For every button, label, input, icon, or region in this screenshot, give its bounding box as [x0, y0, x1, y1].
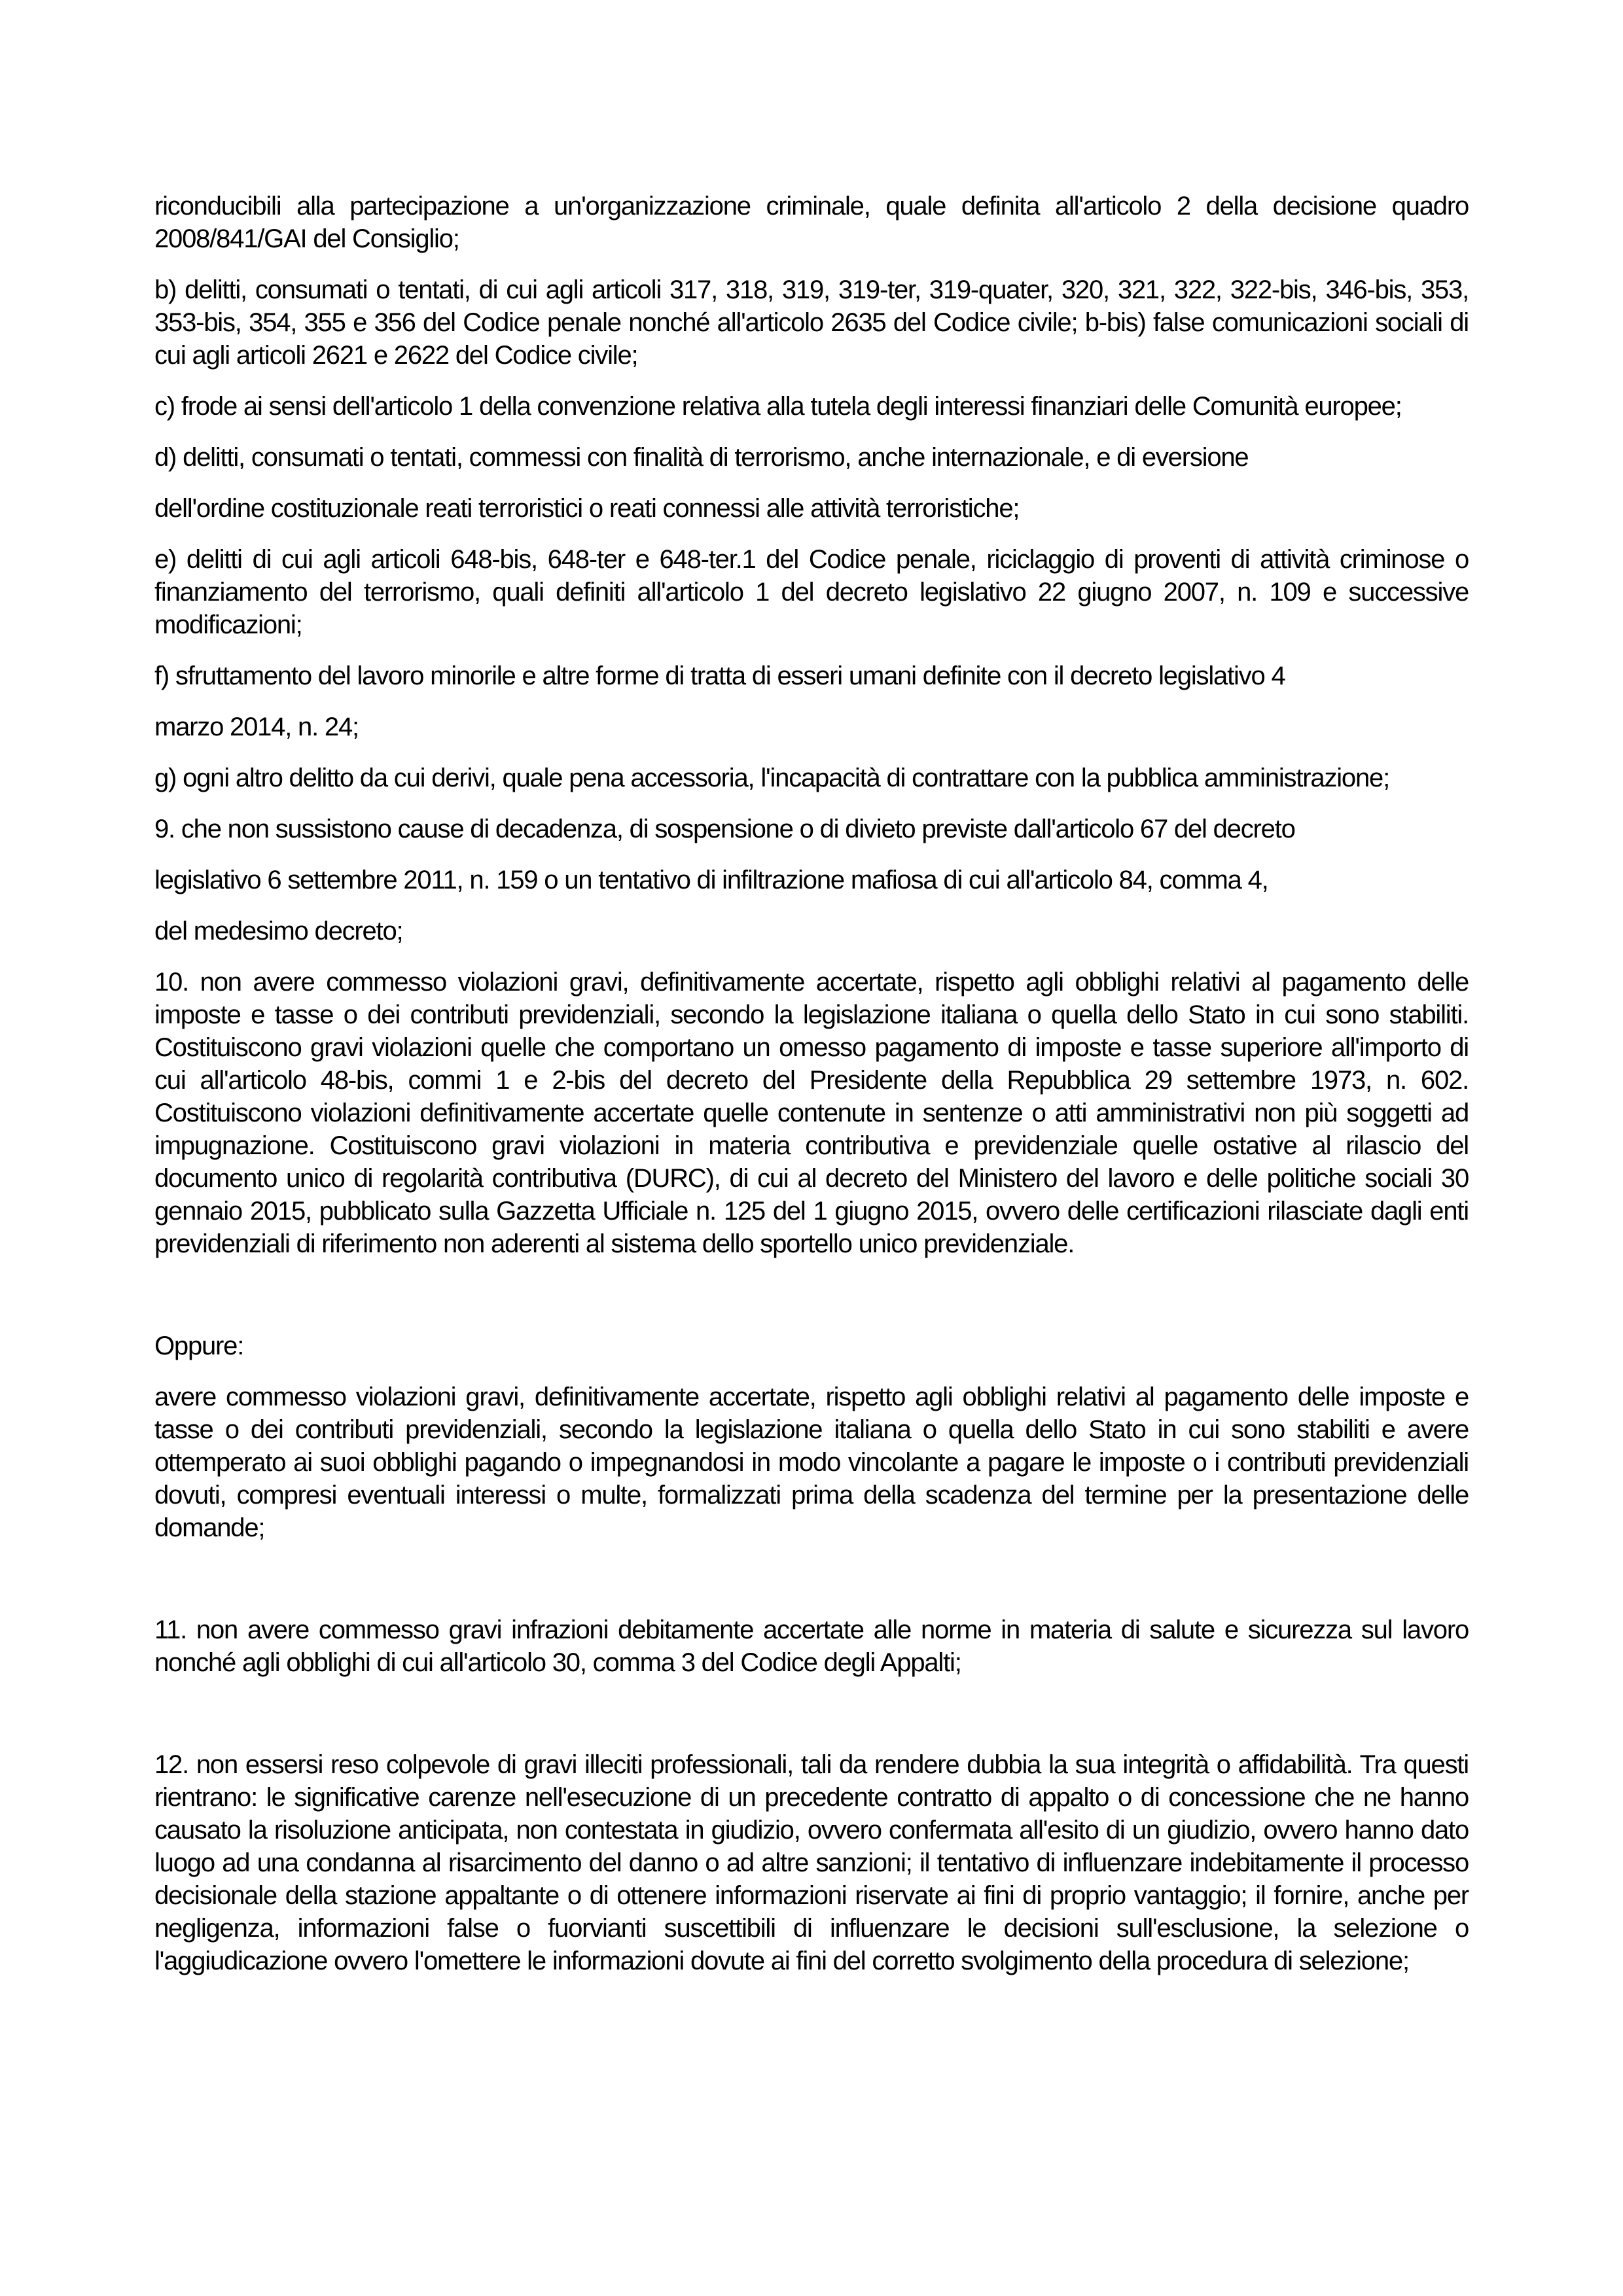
oppure-paragraph: avere commesso violazioni gravi, definitivamente accertate, rispetto agli obblighi relativi al pagamento delle imposte e tasse o dei contributi previdenziali, secondo la legislazione italiana o quella dello Stato in cui sono stabiliti e avere ottemperato ai suoi obblighi pagando o impegnandosi in modo vincolante a pagare le imposte o i contributi previdenziali dovuti, compresi eventuali interessi o multe, formalizzati prima della scadenza del termine per la presentazione delle domande; [154, 1383, 1469, 1542]
item-11: 11. non avere commesso gravi infrazioni debitamente accertate alle norme in materia di salute e sicurezza sul lavoro nonché agli obblighi di cui all'articolo 30, comma 3 del Codice degli Appalti; [154, 1616, 1469, 1677]
paragraph-org-criminale: riconducibili alla partecipazione a un'organizzazione criminale, quale definita all'articolo 2 della decisione quadro 2008/841/GAI del Consiglio; [154, 192, 1469, 253]
item-9-line-1: 9. che non sussistono cause di decadenza, di sospensione o di divieto previste dall'articolo 67 del decreto [154, 815, 1295, 843]
blank-line [154, 1563, 1469, 1595]
item-c: c) frode ai sensi dell'articolo 1 della convenzione relativa alla tutela degli interessi finanziari delle Comunità europee; [154, 392, 1402, 421]
item-d-line-1: d) delitti, consumati o tentati, commessi con finalità di terrorismo, anche internazionale, e di eversione [154, 443, 1249, 472]
item-b: b) delitti, consumati o tentati, di cui agli articoli 317, 318, 319, 319-ter, 319-quater, 320, 321, 322, 322-bis, 346-bis, 353, 353-bis, 354, 355 e 356 del Codice penale nonché all'articolo 2635 del Codice civile; b-bis) false comunicazioni sociali di cui agli articoli 2621 e 2622 del Codice civile; [154, 275, 1469, 370]
blank-line [154, 1697, 1469, 1730]
oppure-heading: Oppure: [154, 1332, 244, 1360]
item-f-line-2: marzo 2014, n. 24; [154, 713, 359, 741]
item-d-line-2: dell'ordine costituzionale reati terroristici o reati connessi alle attività terroristiche; [154, 494, 1020, 523]
item-9-line-3: del medesimo decreto; [154, 917, 403, 945]
item-g: g) ogni altro delitto da cui derivi, quale pena accessoria, l'incapacità di contrattare con la pubblica amministrazione; [154, 764, 1389, 792]
item-10: 10. non avere commesso violazioni gravi, definitivamente accertate, rispetto agli obblighi relativi al pagamento delle imposte e tasse o dei contributi previdenziali, secondo la legislazione italiana o quella dello Stato in cui sono stabiliti. Costituiscono gravi violazioni quelle che comportano un omesso pagamento di imposte e tasse superiore all'importo di cui all'articolo 48-bis, commi 1 e 2-bis del decreto del Presidente della Repubblica 29 settembre 1973, n. 602. Costituiscono violazioni definitivamente accertate quelle contenute in sentenze o atti amministrativi non più soggetti ad impugnazione. Costituiscono gravi violazioni in materia contributiva e previdenziale quelle ostative al rilascio del documento unico di regolarità contributiva (DURC), di cui al decreto del Ministero del lavoro e delle politiche sociali 30 gennaio 2015, pubblicato sulla Gazzetta Ufficiale n. 125 del 1 giugno 2015, ovvero delle certificazioni rilasciate dagli enti previdenziali di riferimento non aderenti al sistema dello sportello unico previdenziale. [154, 968, 1469, 1258]
item-12: 12. non essersi reso colpevole di gravi illeciti professionali, tali da rendere dubbia la sua integrità o affidabilità. Tra questi rientrano: le significative carenze nell'esecuzione di un precedente contratto di appalto o di concessione che ne hanno causato la risoluzione anticipata, non contestata in giudizio, ovvero confermata all'esito di un giudizio, ovvero hanno dato luogo ad una condanna al risarcimento del danno o ad altre sanzioni; il tentativo di influenzare indebitamente il processo decisionale della stazione appaltante o di ottenere informazioni riservate ai fini di proprio vantaggio; il fornire, anche per negligenza, informazioni false o fuorvianti suscettibili di influenzare le decisioni sull'esclusione, la selezione o l'aggiudicazione ovvero l'omettere le informazioni dovute ai fini del corretto svolgimento della procedura di selezione; [154, 1750, 1469, 1975]
item-f-line-1: f) sfruttamento del lavoro minorile e altre forme di tratta di esseri umani definite con il decreto legislativo 4 [154, 662, 1285, 690]
blank-line [154, 1279, 1469, 1311]
item-9-line-2: legislativo 6 settembre 2011, n. 159 o un tentativo di infiltrazione mafiosa di cui all'articolo 84, comma 4, [154, 866, 1268, 894]
item-e: e) delitti di cui agli articoli 648-bis, 648-ter e 648-ter.1 del Codice penale, riciclaggio di proventi di attività criminose o finanziamento del terrorismo, quali definiti all'articolo 1 del decreto legislativo 22 giugno 2007, n. 109 e successive modificazioni; [154, 545, 1469, 639]
